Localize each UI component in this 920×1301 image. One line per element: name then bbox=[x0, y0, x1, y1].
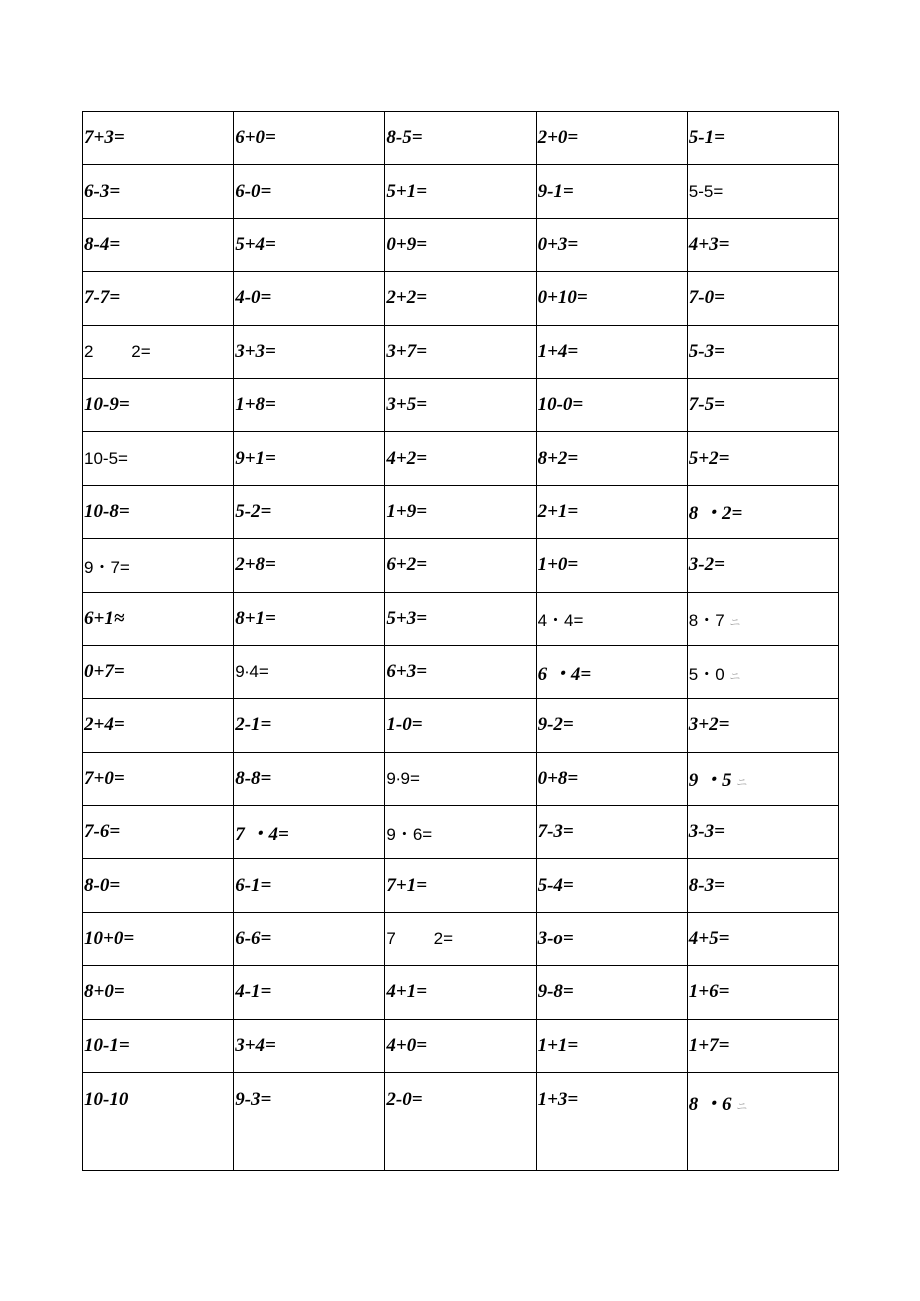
worksheet-row bbox=[83, 432, 839, 485]
problem-cell bbox=[234, 752, 385, 805]
problem-text: 8-5= bbox=[386, 127, 423, 149]
problem-text: 9-1= bbox=[537, 180, 574, 202]
problem-text: 3-3= bbox=[688, 821, 725, 843]
problem-cell bbox=[234, 912, 385, 965]
problem-cell bbox=[385, 165, 536, 218]
problem-cell bbox=[83, 592, 234, 645]
arithmetic-worksheet-table bbox=[82, 111, 839, 1171]
problem-text: 8+1= bbox=[235, 607, 276, 629]
problem-cell bbox=[536, 325, 687, 378]
problem-cell bbox=[234, 165, 385, 218]
problem-text: 0+9= bbox=[386, 233, 428, 255]
problem-cell bbox=[536, 645, 687, 698]
problem-cell bbox=[687, 592, 838, 645]
problem-text: 0+10= bbox=[537, 287, 588, 309]
problem-cell bbox=[385, 1019, 536, 1072]
problem-text: 0+8= bbox=[537, 767, 579, 789]
problem-text: 3+5= bbox=[386, 394, 428, 416]
problem-cell bbox=[687, 699, 838, 752]
problem-text: 8+0= bbox=[84, 981, 125, 1003]
problem-text: 0+7= bbox=[84, 661, 125, 683]
problem-cell bbox=[687, 485, 838, 538]
problem-text: 1+4= bbox=[537, 340, 579, 362]
problem-text: 7-6= bbox=[84, 821, 121, 843]
problem-text: 8-0= bbox=[84, 874, 121, 896]
problem-cell bbox=[536, 272, 687, 325]
problem-cell bbox=[536, 218, 687, 271]
problem-text: 7-5= bbox=[688, 394, 725, 416]
problem-text: 4-1= bbox=[235, 981, 272, 1003]
problem-cell bbox=[385, 378, 536, 431]
problem-cell bbox=[536, 165, 687, 218]
worksheet-row bbox=[83, 645, 839, 698]
problem-text: 6 ・4= bbox=[537, 663, 592, 685]
problem-cell bbox=[536, 432, 687, 485]
problem-cell bbox=[83, 912, 234, 965]
problem-cell bbox=[83, 752, 234, 805]
worksheet-row bbox=[83, 966, 839, 1019]
problem-cell bbox=[83, 1019, 234, 1072]
problem-text: 4+3= bbox=[688, 233, 730, 255]
problem-text: 2+8= bbox=[235, 554, 276, 576]
problem-cell bbox=[385, 432, 536, 485]
problem-text: 2+2= bbox=[386, 287, 428, 309]
problem-cell bbox=[687, 912, 838, 965]
problem-text: 2 2= bbox=[84, 341, 151, 361]
problem-text: 1+6= bbox=[688, 981, 730, 1003]
problem-text: 7-0= bbox=[688, 287, 725, 309]
problem-cell bbox=[385, 272, 536, 325]
problem-text: 9+1= bbox=[235, 447, 276, 469]
problem-cell bbox=[385, 592, 536, 645]
problem-text: 10-9= bbox=[84, 394, 130, 416]
problem-text: 0+3= bbox=[537, 233, 579, 255]
problem-cell bbox=[687, 272, 838, 325]
problem-text: 1+9= bbox=[386, 500, 428, 522]
worksheet-row bbox=[83, 806, 839, 859]
problem-cell bbox=[83, 432, 234, 485]
problem-cell bbox=[536, 485, 687, 538]
problem-cell bbox=[234, 539, 385, 592]
problem-cell bbox=[234, 325, 385, 378]
problem-cell bbox=[687, 645, 838, 698]
problem-text: 5-3= bbox=[688, 340, 725, 362]
problem-text: 8-3= bbox=[688, 874, 725, 896]
problem-cell bbox=[536, 1073, 687, 1171]
problem-text: 7 2= bbox=[386, 929, 453, 949]
problem-text: 9-2= bbox=[537, 714, 574, 736]
problem-text: 9∙9= bbox=[386, 768, 420, 788]
problem-text: 3-2= bbox=[688, 554, 725, 576]
problem-text: 6-1= bbox=[235, 874, 272, 896]
problem-text: 9∙4= bbox=[235, 662, 269, 682]
problem-text: 7+3= bbox=[84, 127, 125, 149]
problem-text: 5+1= bbox=[386, 180, 428, 202]
worksheet-row bbox=[83, 1019, 839, 1072]
problem-text: 6+1≈ bbox=[84, 607, 125, 629]
problem-cell bbox=[234, 432, 385, 485]
problem-text: 8 ・6 bbox=[688, 1094, 732, 1116]
problem-cell bbox=[83, 378, 234, 431]
problem-cell bbox=[687, 112, 838, 165]
problem-text: 8・7 bbox=[688, 611, 725, 631]
problem-cell bbox=[687, 432, 838, 485]
problem-text: 1+1= bbox=[537, 1034, 579, 1056]
problem-text: 3+3= bbox=[235, 340, 276, 362]
worksheet-row bbox=[83, 325, 839, 378]
worksheet-row bbox=[83, 752, 839, 805]
problem-text: 6-0= bbox=[235, 180, 272, 202]
problem-text: 6-3= bbox=[84, 180, 121, 202]
problem-text: 4・4= bbox=[537, 611, 584, 631]
problem-cell bbox=[385, 699, 536, 752]
problem-cell bbox=[687, 859, 838, 912]
problem-cell bbox=[234, 806, 385, 859]
problem-text: 10-1= bbox=[84, 1034, 130, 1056]
problem-cell bbox=[234, 272, 385, 325]
problem-text: 5-2= bbox=[235, 500, 272, 522]
worksheet-row bbox=[83, 539, 839, 592]
worksheet-row bbox=[83, 1073, 839, 1171]
faint-equals-mark: ニ bbox=[736, 1101, 748, 1114]
problem-text: 2+4= bbox=[84, 714, 125, 736]
problem-text: 3-o= bbox=[537, 928, 574, 950]
problem-text: 5+2= bbox=[688, 447, 730, 469]
problem-text: 10-5= bbox=[84, 448, 128, 468]
problem-text: 9-8= bbox=[537, 981, 574, 1003]
worksheet-row bbox=[83, 112, 839, 165]
problem-cell bbox=[687, 1073, 838, 1171]
problem-cell bbox=[83, 272, 234, 325]
problem-cell bbox=[536, 539, 687, 592]
problem-cell bbox=[385, 912, 536, 965]
problem-text: 4+1= bbox=[386, 981, 428, 1003]
problem-cell bbox=[83, 966, 234, 1019]
problem-text: 9-3= bbox=[235, 1089, 272, 1111]
problem-cell bbox=[234, 966, 385, 1019]
problem-text: 3+7= bbox=[386, 340, 428, 362]
worksheet-row bbox=[83, 859, 839, 912]
problem-cell bbox=[385, 859, 536, 912]
problem-cell bbox=[385, 806, 536, 859]
problem-text: 6-6= bbox=[235, 928, 272, 950]
problem-text: 5-1= bbox=[688, 127, 725, 149]
problem-cell bbox=[536, 806, 687, 859]
problem-cell bbox=[234, 859, 385, 912]
problem-cell bbox=[83, 165, 234, 218]
worksheet-body bbox=[83, 112, 839, 1171]
problem-cell bbox=[687, 752, 838, 805]
problem-cell bbox=[83, 645, 234, 698]
worksheet-row bbox=[83, 912, 839, 965]
problem-cell bbox=[687, 966, 838, 1019]
problem-cell bbox=[83, 539, 234, 592]
problem-text: 1+7= bbox=[688, 1034, 730, 1056]
problem-cell bbox=[385, 645, 536, 698]
problem-text: 9・7= bbox=[84, 557, 130, 577]
problem-text: 6+3= bbox=[386, 661, 428, 683]
faint-equals-mark: ニ bbox=[729, 617, 741, 630]
problem-cell bbox=[234, 1073, 385, 1171]
problem-text: 1+8= bbox=[235, 394, 276, 416]
problem-text: 7-7= bbox=[84, 287, 121, 309]
problem-cell bbox=[385, 539, 536, 592]
problem-text: 3+4= bbox=[235, 1034, 276, 1056]
worksheet-row bbox=[83, 218, 839, 271]
problem-text: 7+1= bbox=[386, 874, 428, 896]
problem-cell bbox=[83, 485, 234, 538]
problem-text: 8-8= bbox=[235, 767, 272, 789]
problem-cell bbox=[234, 378, 385, 431]
problem-text: 1+3= bbox=[537, 1089, 579, 1111]
problem-text: 10-10 bbox=[84, 1089, 129, 1111]
problem-cell bbox=[234, 592, 385, 645]
problem-cell bbox=[234, 218, 385, 271]
problem-cell bbox=[83, 325, 234, 378]
problem-text: 5+4= bbox=[235, 233, 276, 255]
worksheet-row bbox=[83, 592, 839, 645]
problem-text: 7+0= bbox=[84, 767, 125, 789]
problem-text: 8-4= bbox=[84, 233, 121, 255]
problem-cell bbox=[687, 165, 838, 218]
faint-equals-mark: ニ bbox=[729, 670, 741, 683]
problem-cell bbox=[536, 966, 687, 1019]
problem-text: 5・0 bbox=[688, 664, 725, 684]
problem-cell bbox=[536, 378, 687, 431]
problem-text: 5+3= bbox=[386, 607, 428, 629]
worksheet-row bbox=[83, 485, 839, 538]
problem-cell bbox=[536, 912, 687, 965]
problem-cell bbox=[536, 592, 687, 645]
problem-text: 9 ・5 bbox=[688, 770, 732, 792]
problem-text: 4+0= bbox=[386, 1034, 428, 1056]
problem-cell bbox=[536, 859, 687, 912]
problem-text: 4-0= bbox=[235, 287, 272, 309]
problem-text: 2-0= bbox=[386, 1089, 423, 1111]
problem-cell bbox=[83, 1073, 234, 1171]
problem-text: 3+2= bbox=[688, 714, 730, 736]
worksheet-row bbox=[83, 272, 839, 325]
problem-cell bbox=[536, 752, 687, 805]
problem-text: 5-4= bbox=[537, 874, 574, 896]
problem-cell bbox=[536, 699, 687, 752]
problem-cell bbox=[687, 539, 838, 592]
problem-text: 1-0= bbox=[386, 714, 423, 736]
problem-cell bbox=[83, 112, 234, 165]
worksheet-row bbox=[83, 378, 839, 431]
problem-cell bbox=[83, 859, 234, 912]
problem-text: 7-3= bbox=[537, 821, 574, 843]
problem-text: 2+1= bbox=[537, 500, 579, 522]
problem-text: 6+0= bbox=[235, 127, 276, 149]
problem-cell bbox=[83, 699, 234, 752]
problem-cell bbox=[83, 806, 234, 859]
problem-cell bbox=[385, 752, 536, 805]
problem-text: 2+0= bbox=[537, 127, 579, 149]
problem-cell bbox=[687, 378, 838, 431]
problem-cell bbox=[687, 806, 838, 859]
problem-cell bbox=[385, 1073, 536, 1171]
problem-text: 7 ・4= bbox=[235, 823, 289, 845]
problem-text: 2-1= bbox=[235, 714, 272, 736]
problem-text: 10-0= bbox=[537, 394, 584, 416]
problem-text: 8 ・2= bbox=[688, 503, 743, 525]
problem-cell bbox=[536, 1019, 687, 1072]
problem-cell bbox=[687, 325, 838, 378]
faint-equals-mark: ニ bbox=[736, 777, 748, 790]
problem-cell bbox=[234, 112, 385, 165]
problem-text: 4+5= bbox=[688, 928, 730, 950]
problem-text: 4+2= bbox=[386, 447, 428, 469]
problem-cell bbox=[687, 1019, 838, 1072]
problem-cell bbox=[234, 485, 385, 538]
worksheet-row bbox=[83, 165, 839, 218]
problem-text: 6+2= bbox=[386, 554, 428, 576]
problem-cell bbox=[83, 218, 234, 271]
problem-cell bbox=[385, 966, 536, 1019]
problem-cell bbox=[234, 1019, 385, 1072]
problem-cell bbox=[385, 218, 536, 271]
problem-text: 8+2= bbox=[537, 447, 579, 469]
problem-cell bbox=[385, 325, 536, 378]
problem-cell bbox=[234, 645, 385, 698]
problem-text: 10+0= bbox=[84, 928, 135, 950]
problem-cell bbox=[687, 218, 838, 271]
problem-text: 9・6= bbox=[386, 824, 433, 844]
problem-text: 1+0= bbox=[537, 554, 579, 576]
problem-cell bbox=[234, 699, 385, 752]
worksheet-row bbox=[83, 699, 839, 752]
problem-text: 10-8= bbox=[84, 500, 130, 522]
problem-cell bbox=[536, 112, 687, 165]
problem-cell bbox=[385, 112, 536, 165]
problem-cell bbox=[385, 485, 536, 538]
problem-text: 5-5= bbox=[688, 181, 724, 201]
